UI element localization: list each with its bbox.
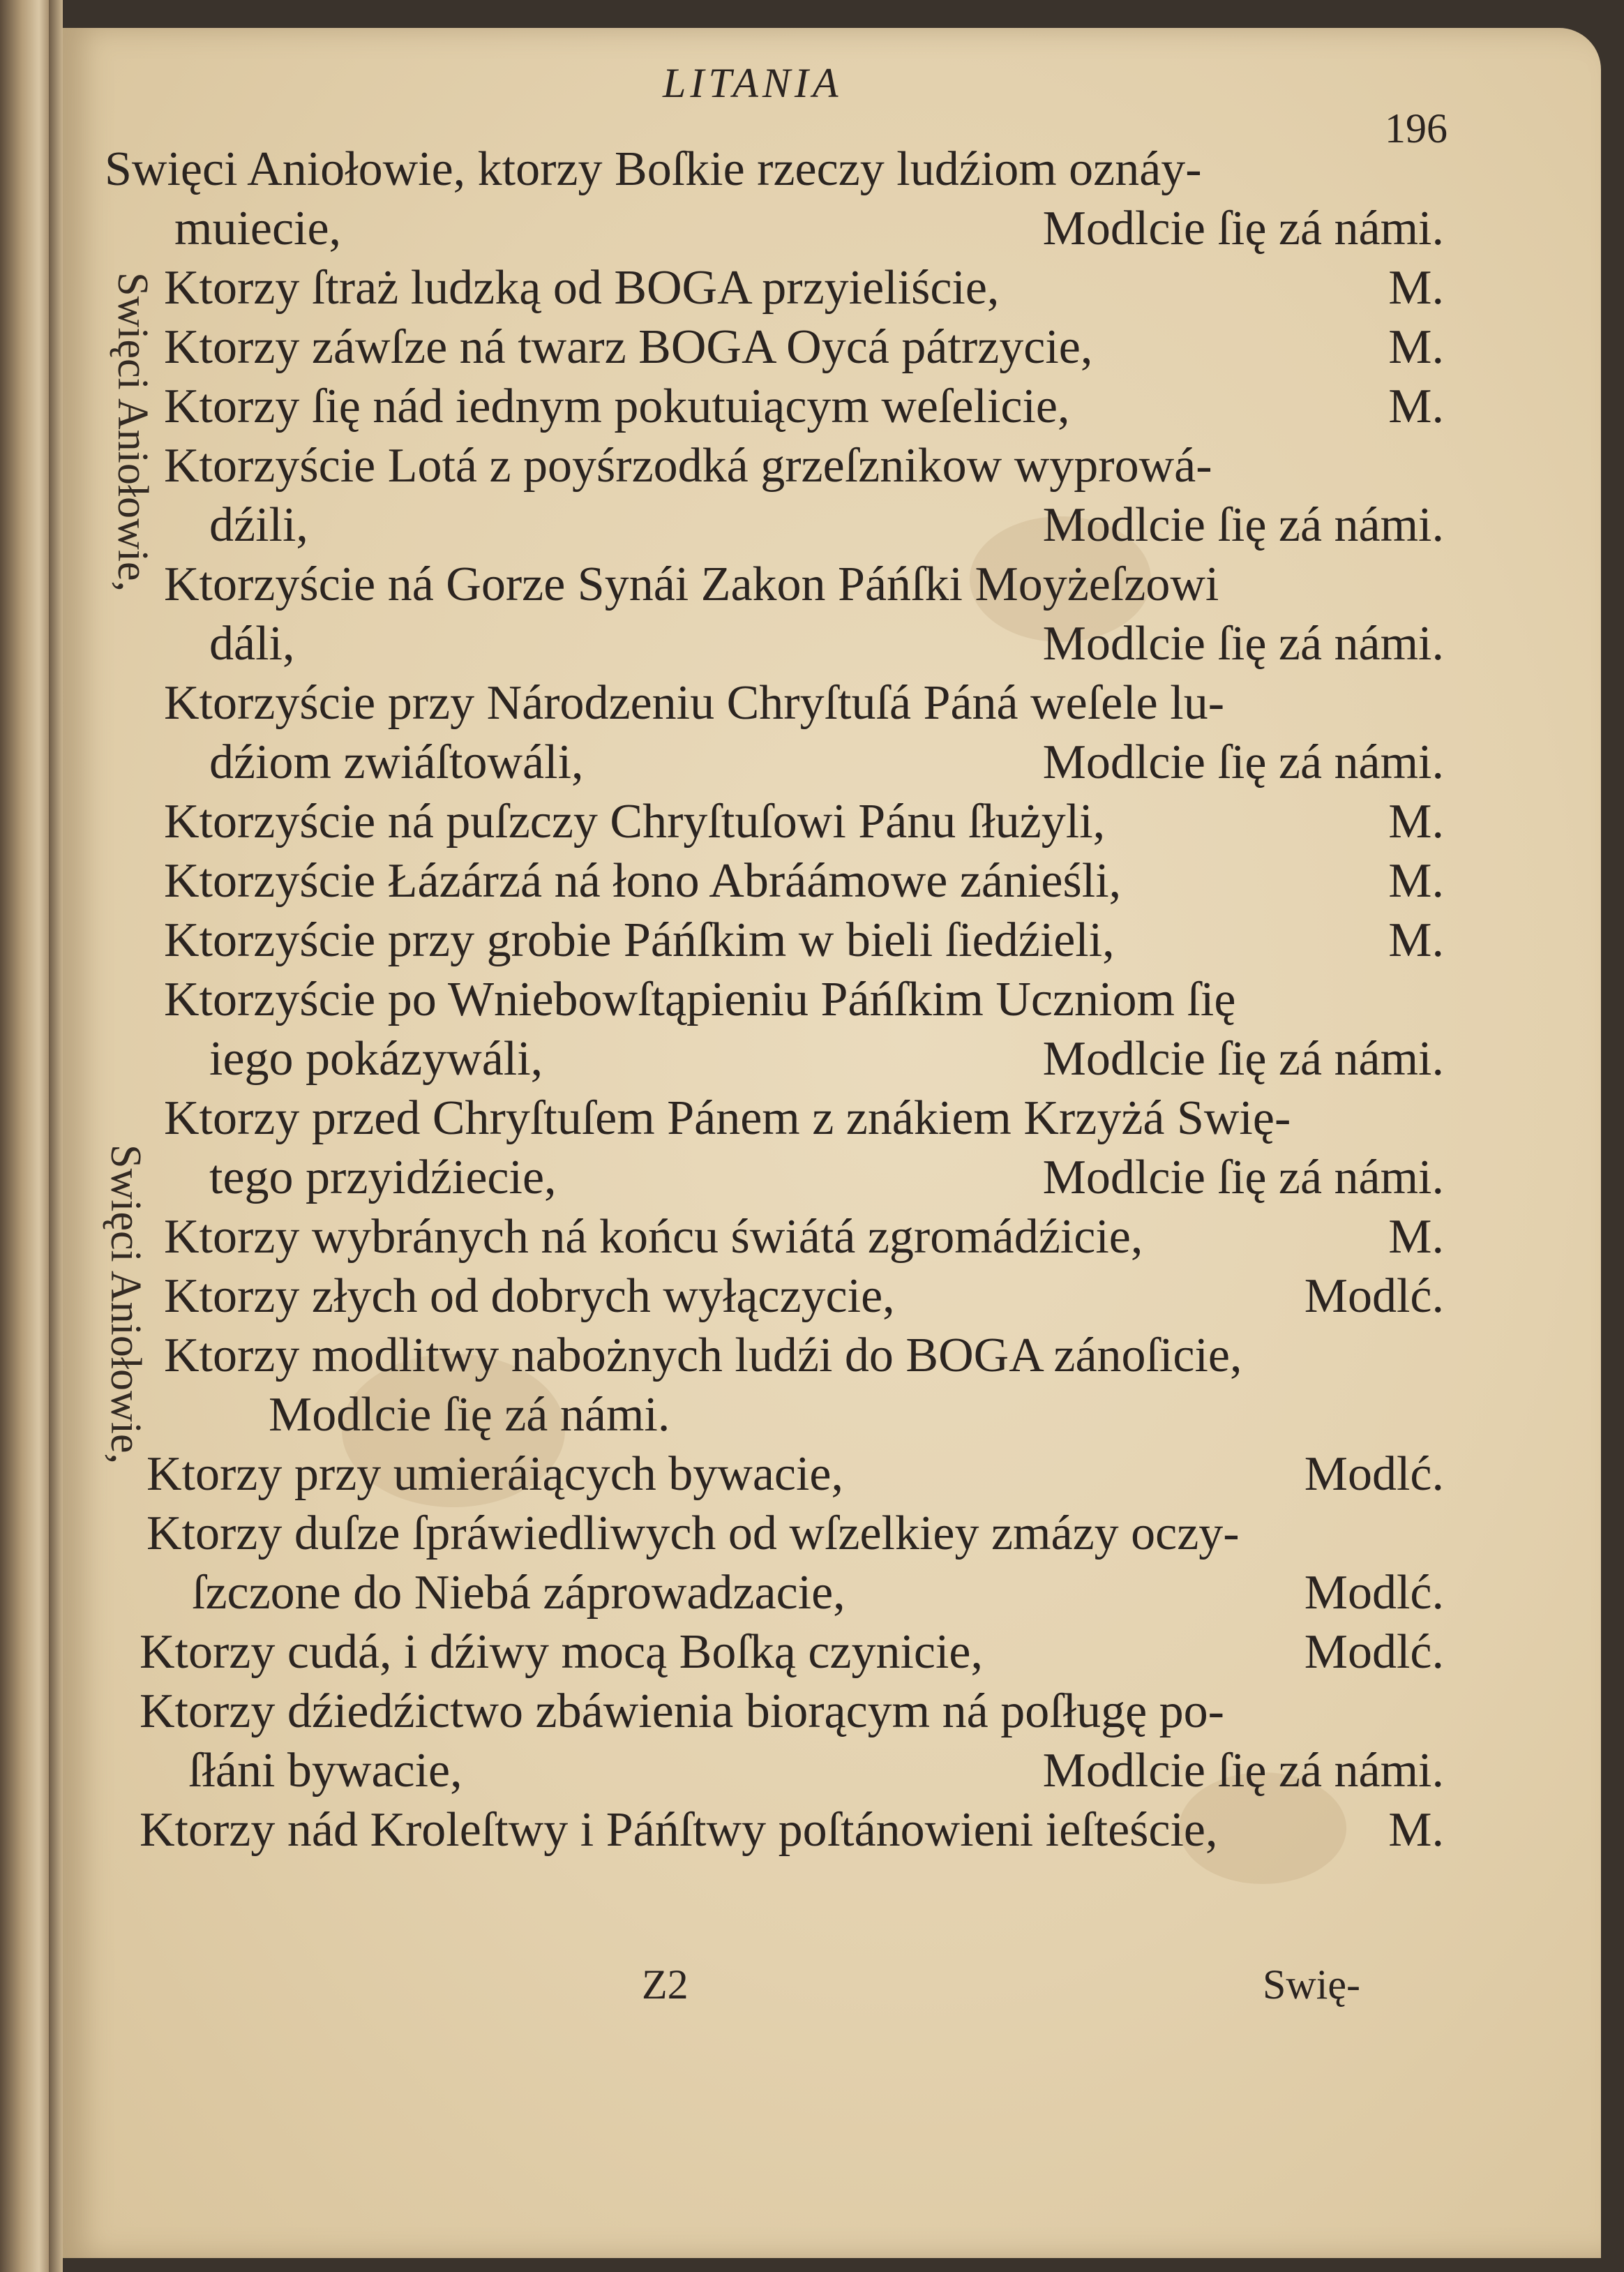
litany-line bbox=[105, 851, 1444, 911]
page-number: 196 bbox=[1385, 105, 1448, 151]
response-text: M. bbox=[1388, 320, 1444, 374]
invocation-text: Ktorzy ſię nád iednym pokutuiącym weſelicie, bbox=[164, 380, 1070, 433]
invocation-text: Ktorzy dźiedźictwo zbáwienia biorącym ná poſługę po- bbox=[140, 1684, 1224, 1738]
litany-line bbox=[105, 258, 1444, 317]
invocation-text: Ktorzy przy umieráiących bywacie, bbox=[146, 1447, 843, 1501]
catchword: Swię- bbox=[1263, 1961, 1360, 2008]
book-gutter bbox=[49, 0, 63, 2272]
litany-line bbox=[105, 1207, 1444, 1266]
invocation-text: Ktorzyście przy Národzeniu Chryſtuſá Páná weſele lu- bbox=[164, 676, 1225, 730]
invocation-text: ſzczone do Niebá záprowadzacie, bbox=[192, 1566, 845, 1620]
litany-line bbox=[105, 1148, 1444, 1207]
litany-line bbox=[105, 1800, 1444, 1860]
litany-line bbox=[105, 911, 1444, 970]
response-text: Modlcie ſię zá námi. bbox=[1042, 617, 1444, 671]
invocation-text: Ktorzyście Lotá z poyśrzodká grzeſznikow wyprowá- bbox=[164, 439, 1212, 493]
side-label-upper: Swięci Aniołowie, bbox=[109, 272, 156, 592]
litany-line bbox=[105, 1682, 1444, 1741]
litany-line bbox=[105, 1029, 1444, 1089]
litany-line bbox=[105, 377, 1444, 436]
litany-line bbox=[105, 495, 1444, 555]
running-head: LITANIA bbox=[663, 60, 843, 106]
left-page-edge bbox=[0, 0, 49, 2272]
response-text: M. bbox=[1388, 854, 1444, 908]
litany-line bbox=[105, 1385, 1444, 1444]
invocation-text: Ktorzyście przy grobie Páńſkim w bieli ſiedźieli, bbox=[164, 913, 1115, 967]
litany-line bbox=[105, 733, 1444, 792]
invocation-text: muiecie, bbox=[174, 202, 342, 255]
invocation-text: Ktorzy nád Kroleſtwy i Páńſtwy poſtánowieni ieſteście, bbox=[140, 1803, 1218, 1857]
litany-line bbox=[105, 792, 1444, 851]
litany-line bbox=[105, 1444, 1444, 1504]
litany-line bbox=[105, 1326, 1444, 1385]
response-text: M. bbox=[1388, 261, 1444, 315]
invocation-text: tego przyidźiecie, bbox=[209, 1151, 557, 1204]
litany-line bbox=[105, 1741, 1444, 1800]
litany-line bbox=[105, 1504, 1444, 1563]
invocation-text: dźili, bbox=[209, 498, 308, 552]
invocation-text: Ktorzy złych od dobrych wyłączycie, bbox=[164, 1269, 895, 1323]
invocation-text: Ktorzyście ná Gorze Synái Zakon Páńſki Moyżeſzowi bbox=[164, 558, 1219, 611]
signature-mark: Z2 bbox=[642, 1961, 689, 2008]
response-text: Modlcie ſię zá námi. bbox=[1042, 1151, 1444, 1204]
response-text: Modlcie ſię zá námi. bbox=[1042, 735, 1444, 789]
response-text: Modlcie ſię zá námi. bbox=[1042, 1032, 1444, 1086]
invocation-text: Ktorzyście po Wniebowſtąpieniu Páńſkim Uczniom ſię bbox=[164, 973, 1236, 1026]
response-text: Modlcie ſię zá námi. bbox=[1042, 498, 1444, 552]
response-text: M. bbox=[1388, 1210, 1444, 1264]
litany-line bbox=[105, 1266, 1444, 1326]
response-text: Modlć. bbox=[1304, 1625, 1444, 1679]
response-text: M. bbox=[1388, 380, 1444, 433]
invocation-text: Ktorzy duſze ſpráwiedliwych od wſzelkiey zmázy oczy- bbox=[146, 1507, 1240, 1560]
invocation-text: ſłáni bywacie, bbox=[188, 1744, 463, 1798]
litany-line bbox=[105, 555, 1444, 614]
litany-line bbox=[105, 614, 1444, 673]
invocation-text: Ktorzy przed Chryſtuſem Pánem z znákiem Krzyżá Swię- bbox=[164, 1091, 1291, 1145]
invocation-text: Modlcie ſię zá námi. bbox=[269, 1388, 670, 1442]
invocation-text: Ktorzy wybránych ná końcu świátá zgromádźicie, bbox=[164, 1210, 1143, 1264]
litany-line bbox=[105, 199, 1444, 258]
invocation-text: Ktorzyście ná puſzczy Chryſtuſowi Pánu ſłużyli, bbox=[164, 795, 1106, 849]
litany-line bbox=[105, 1563, 1444, 1622]
response-text: Modlć. bbox=[1304, 1269, 1444, 1323]
response-text: M. bbox=[1388, 1803, 1444, 1857]
response-text: Modlć. bbox=[1304, 1447, 1444, 1501]
litany-text bbox=[105, 140, 1444, 1860]
invocation-text: Swięci Aniołowie, ktorzy Boſkie rzeczy ludźiom oznáy- bbox=[105, 142, 1202, 196]
invocation-text: Ktorzy cudá, i dźiwy mocą Boſką czynicie, bbox=[140, 1625, 984, 1679]
litany-line bbox=[105, 673, 1444, 733]
invocation-text: Ktorzyście Łázárzá ná łono Abráámowe zánieśli, bbox=[164, 854, 1122, 908]
litany-line bbox=[105, 436, 1444, 495]
response-text: Modlć. bbox=[1304, 1566, 1444, 1620]
litany-line bbox=[105, 140, 1444, 199]
invocation-text: dźiom zwiáſtowáli, bbox=[209, 735, 584, 789]
response-text: Modlcie ſię zá námi. bbox=[1042, 1744, 1444, 1798]
invocation-text: Ktorzy modlitwy nabożnych ludźi do BOGA zánoſicie, bbox=[164, 1329, 1242, 1382]
litany-line bbox=[105, 970, 1444, 1029]
invocation-text: Ktorzy záwſze ná twarz BOGA Oycá pátrzycie, bbox=[164, 320, 1093, 374]
litany-line bbox=[105, 1622, 1444, 1682]
litany-line bbox=[105, 317, 1444, 377]
response-text: M. bbox=[1388, 913, 1444, 967]
invocation-text: Ktorzy ſtraż ludzką od BOGA przyieliście, bbox=[164, 261, 1000, 315]
invocation-text: iego pokázywáli, bbox=[209, 1032, 543, 1086]
response-text: M. bbox=[1388, 795, 1444, 849]
side-label-lower: Swięci Aniołowie, bbox=[102, 1144, 149, 1465]
litany-line bbox=[105, 1089, 1444, 1148]
response-text: Modlcie ſię zá námi. bbox=[1042, 202, 1444, 255]
invocation-text: dáli, bbox=[209, 617, 295, 671]
